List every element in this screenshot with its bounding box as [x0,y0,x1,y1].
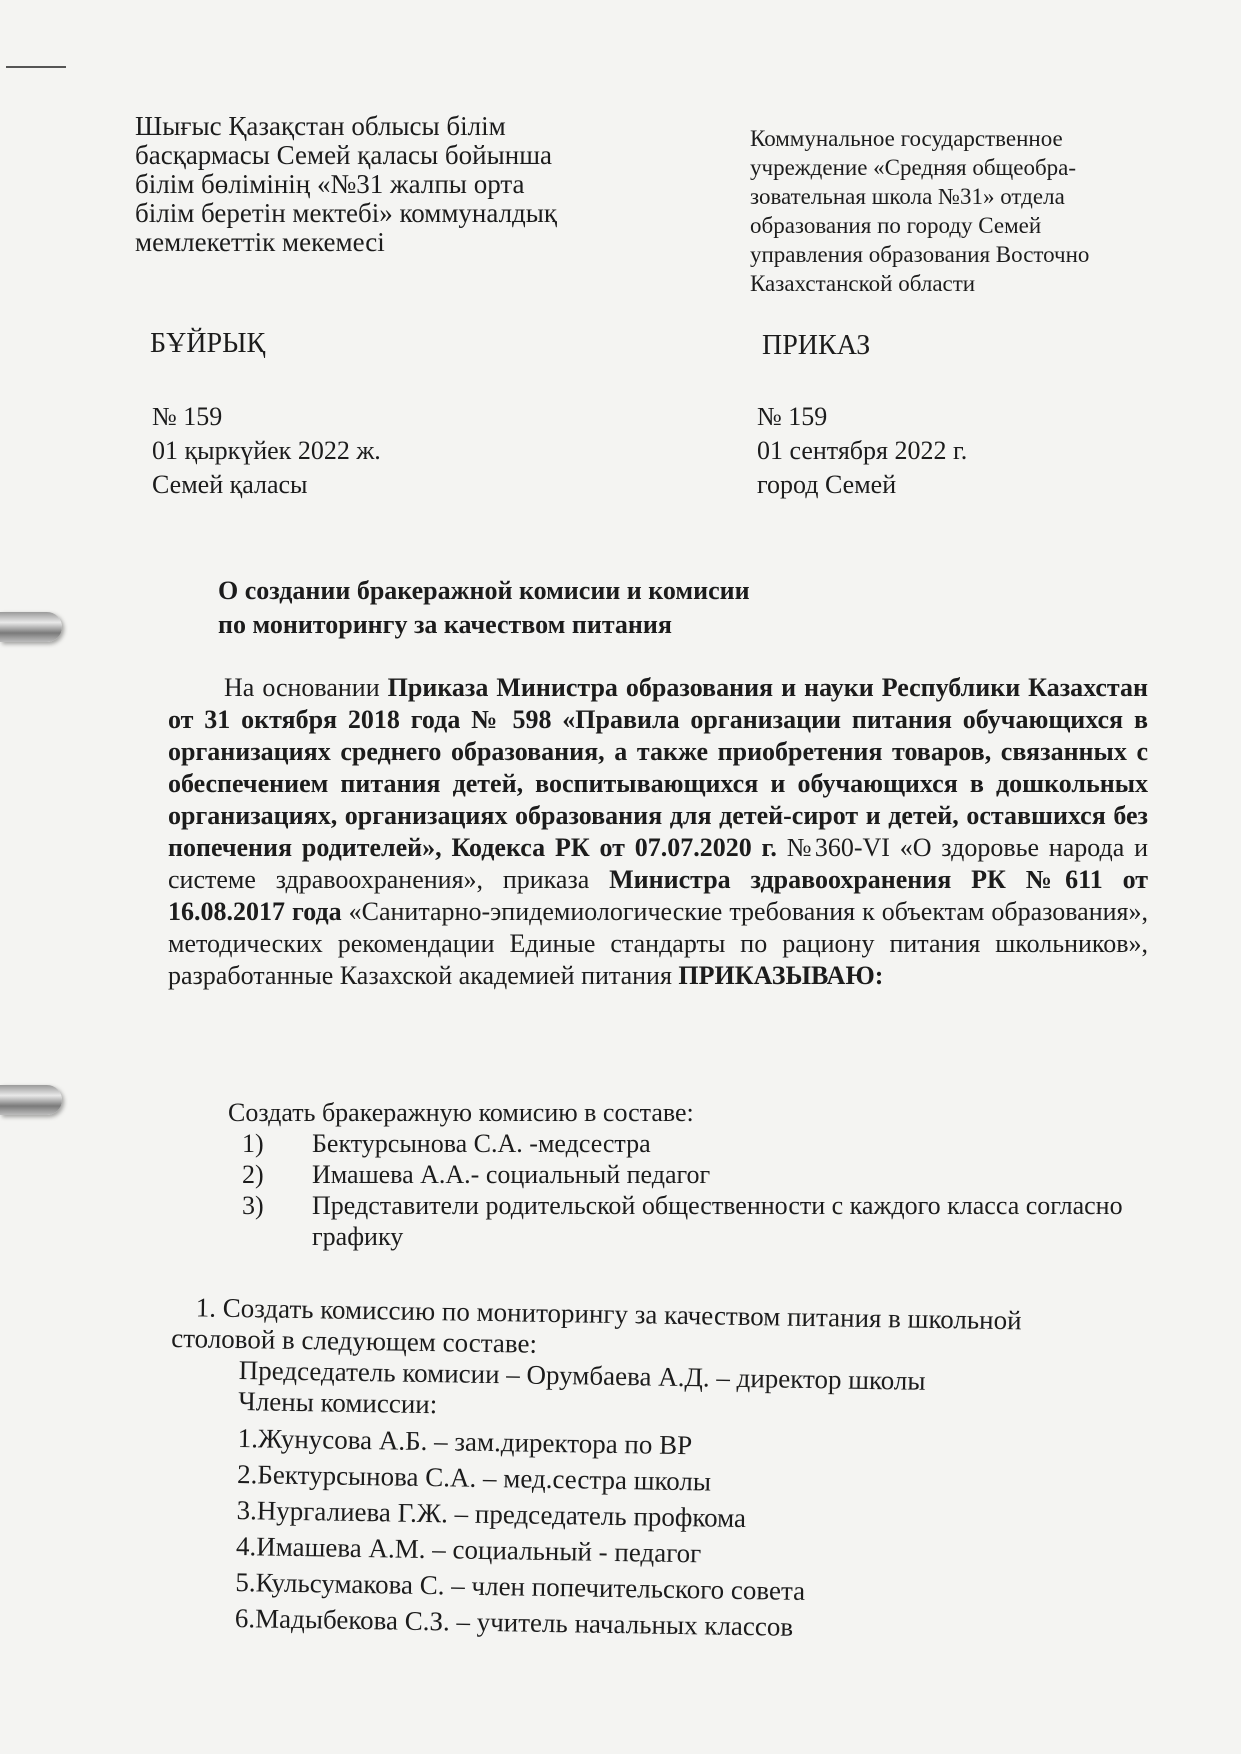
preamble-text: На основании [224,673,388,702]
member-item: 3.Нургалиева Г.Ж. – председатель профкома [236,1495,747,1534]
header-ru-line: Казахстанской области [750,271,976,296]
preamble-paragraph [168,672,1148,992]
header-ru-line: Коммунальное государственное [750,126,1063,151]
section2-line2: столовой в следующем составе: [171,1322,538,1359]
header-kz-line: білім бөлімінің «№31 жалпы орта [135,169,525,199]
list-item-text: Бектурсынова С.А. -медсестра [312,1129,651,1158]
member-item: 2.Бектурсынова С.А. – мед.сестра школы [236,1459,712,1497]
order-number-ru: № 159 [757,402,828,431]
member-item: 6.Мадыбекова С.З. – учитель начальных классов [234,1603,794,1642]
list-item [242,1190,1138,1252]
order-date-ru: 01 сентября 2022 г. [757,436,968,465]
preamble-text: №360-VI «О здоровье народа и системе здравоохранения», приказа [168,833,1148,894]
list-item [242,1128,1138,1159]
list-item-text: Представители родительской общественности с каждого класса согласно графику [312,1191,1123,1251]
header-kz [135,112,585,257]
header-ru-line: учреждение «Средняя общеобра- [750,155,1077,180]
list-item-text: Имашева А.А.- социальный педагог [312,1160,711,1189]
preamble-text: «Санитарно-эпидемиологические требования к объектам образования», методических рекомендации Единые стандарты по рациону питания школьников», разработанные Казахской академией питания [168,897,1148,990]
header-ru-line: управления образования Восточно [750,242,1090,267]
preamble-bold: Приказа Министра образования и науки Республики Казахстан от 31 октября 2018 года № 598 «Правила организации питания обучающихся в организациях среднего образования, а также приобретения товаров, связанных с обеспечением питания детей, воспитывающихся и обучающихся в дошкольных организациях, организациях образования для детей-сирот и детей, оставшихся без попечения родителей», Кодекса РК от 07.07.2020 г. [168,673,1149,862]
subject-line: О создании бракеражной комисии и комисии [218,576,750,605]
order-meta-kz [152,400,381,502]
header-kz-line: білім беретін мектебі» коммуналдық [135,198,558,228]
order-subject [218,574,750,642]
section2-number: 1. [195,1292,217,1323]
order-title-kz: БҰЙРЫҚ [150,328,266,359]
list-item-number: 2) [242,1160,264,1189]
preamble-bold: Министра здравоохранения РК №611 от 16.08.2017 года [168,865,1148,926]
preamble-command: ПРИКАЗЫВАЮ: [678,961,884,990]
order-city-ru: город Семей [757,470,897,499]
section-brakerazh [228,1097,1138,1252]
header-ru [750,124,1170,298]
member-item: 5.Кульсумакова С. – член попечительского совета [235,1567,806,1606]
member-item: 4.Имашева А.М. – социальный - педагог [235,1531,702,1569]
members-label: Члены комиссии: [238,1386,438,1420]
subject-line: по мониторингу за качеством питания [218,610,672,639]
list-item [242,1159,1138,1190]
binder-ring-top [0,612,62,642]
header-ru-line: образования по городу Семей [750,213,1042,238]
order-date-kz: 01 қыркүйек 2022 ж. [152,436,381,465]
header-kz-line: Шығыс Қазақстан облысы білім [135,111,506,141]
header-kz-line: мемлекеттік мекемесі [135,227,385,257]
section2-line1: Создать комиссию по мониторингу за качеством питания в школьной [222,1292,1022,1336]
section-monitoring [167,1292,1132,1648]
order-title-ru: ПРИКАЗ [762,330,871,361]
margin-mark [6,66,66,68]
member-item: 1.Жунусова А.Б. – зам.директора по ВР [237,1423,693,1461]
header-ru-line: зовательная школа №31» отдела [750,184,1065,209]
order-meta-ru [757,400,967,502]
section1-intro: Создать бракеражную комисию в составе: [228,1098,694,1127]
list-item-number: 1) [242,1129,264,1158]
order-city-kz: Семей қаласы [152,470,308,499]
binder-ring-bottom [0,1085,62,1115]
header-kz-line: басқармасы Семей қаласы бойынша [135,140,552,170]
order-number-kz: № 159 [152,402,223,431]
commission-chair: Председатель комисии – Орумбаева А.Д. – директор школы [238,1355,926,1396]
list-item-number: 3) [242,1191,264,1220]
